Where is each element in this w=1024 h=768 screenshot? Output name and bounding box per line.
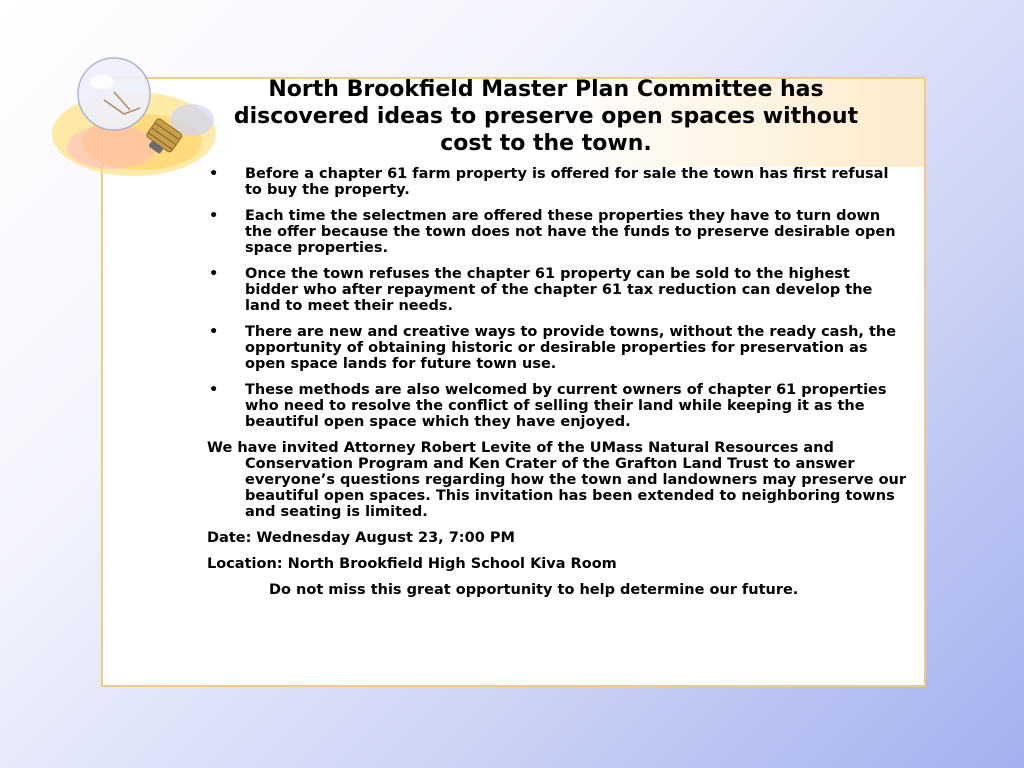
bullet-text: Before a chapter 61 farm property is offered for sale the town has first refusal to buy the property. (245, 166, 889, 198)
closing-line: Do not miss this great opportunity to help determine our future. (269, 582, 799, 598)
bullet-item (207, 382, 907, 430)
invitation-paragraph: We have invited Attorney Robert Levite of the UMass Natural Resources and Conservation Program and Ken Crater of the Grafton Land Trust to answer everyone’s questions regarding how the town and landowners may preserve our beautiful open spaces. This invitation has been extended to neighboring towns and seating is limited. (207, 440, 907, 520)
bullet-text: There are new and creative ways to provide towns, without the ready cash, the opportunity of obtaining historic or desirable properties for preservation as open space lands for future town use. (245, 324, 897, 372)
location-line: Location: North Brookfield High School Kiva Room (207, 556, 617, 572)
bullet-glyph: • (209, 166, 219, 182)
bullet-glyph: • (209, 324, 219, 340)
slide-body (207, 166, 907, 598)
bullet-list (207, 166, 907, 430)
bullet-item (207, 324, 907, 372)
bullet-text: These methods are also welcomed by current owners of chapter 61 properties who need to resolve the conflict of selling their land while keeping it as the beautiful open space which they have enjoyed. (245, 382, 887, 430)
bullet-glyph: • (209, 266, 219, 282)
date-line: Date: Wednesday August 23, 7:00 PM (207, 530, 515, 546)
bullet-item (207, 166, 907, 198)
bullet-glyph: • (209, 382, 219, 398)
bullet-text: Once the town refuses the chapter 61 property can be sold to the highest bidder who after repayment of the chapter 61 tax reduction can develop the land to meet their needs. (245, 266, 873, 314)
slide-title: North Brookfield Master Plan Committee has discovered ideas to preserve open spaces without cost to the town. (233, 77, 859, 156)
bullet-text: Each time the selectmen are offered these properties they have to turn down the offer because the town does not have the funds to preserve desirable open space properties. (245, 208, 896, 256)
bullet-item (207, 266, 907, 314)
bullet-glyph: • (209, 208, 219, 224)
bullet-item (207, 208, 907, 256)
light-bulb-icon (42, 52, 217, 182)
